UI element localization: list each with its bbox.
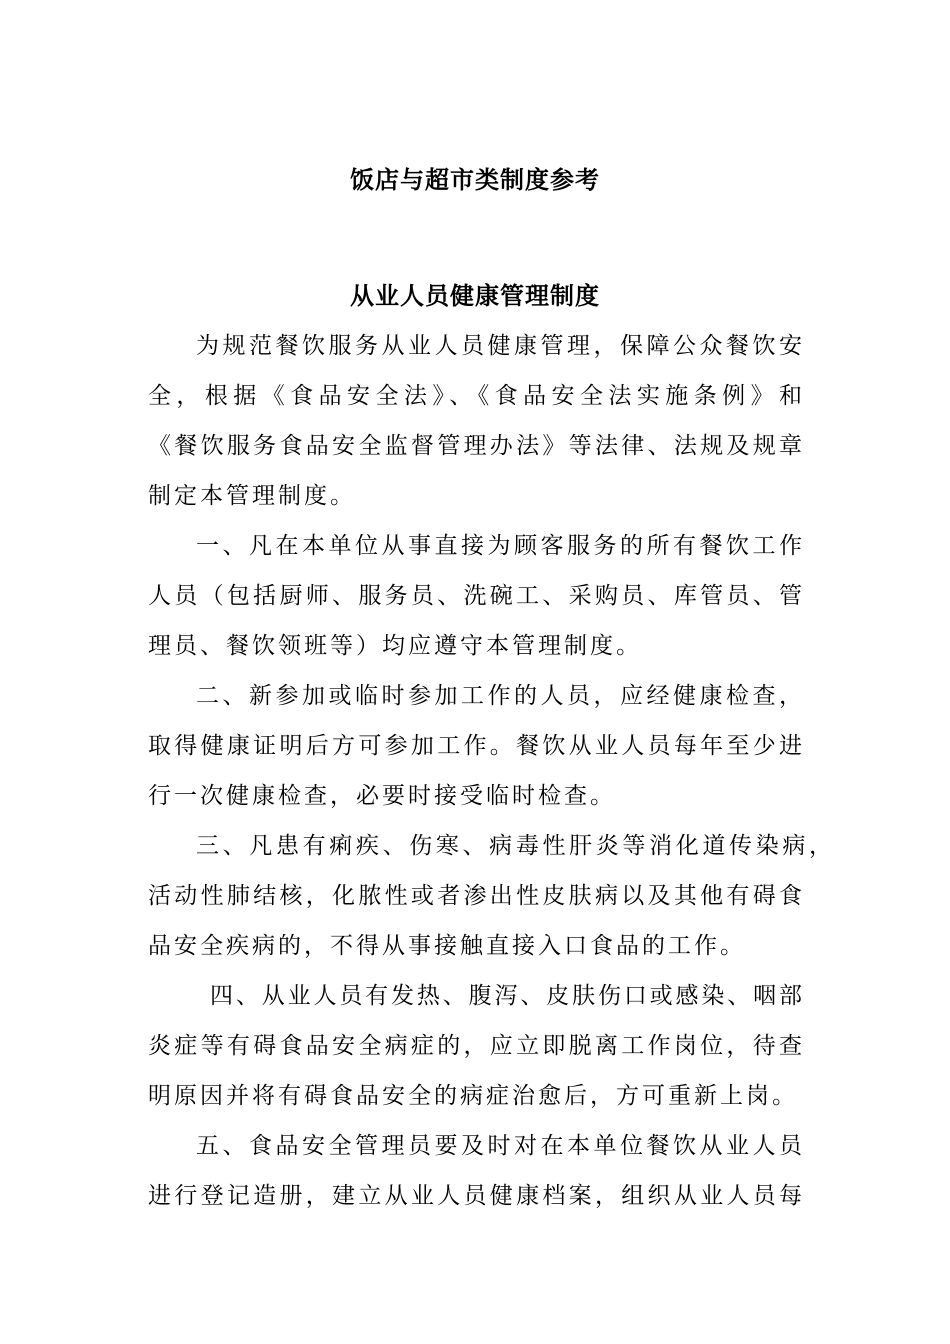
paragraph-5-line-3: 明原因并将有碍食品安全的病症治愈后，方可重新上岗。 bbox=[148, 1083, 798, 1109]
paragraph-1-line-4: 制定本管理制度。 bbox=[148, 483, 356, 509]
paragraph-5-line-2: 炎症等有碍食品安全病症的，应立即脱离工作岗位，待查 bbox=[148, 1033, 802, 1059]
paragraph-1-line-2: 全，根据《食品安全法》、《食品安全法实施条例》和 bbox=[148, 383, 802, 409]
section-title: 从业人员健康管理制度 bbox=[350, 281, 600, 310]
document-title: 饭店与超市类制度参考 bbox=[350, 165, 600, 194]
paragraph-3-line-2: 取得健康证明后方可参加工作。餐饮从业人员每年至少进 bbox=[148, 733, 802, 759]
paragraph-1-line-3: 《餐饮服务食品安全监督管理办法》等法律、法规及规章 bbox=[148, 433, 802, 459]
paragraph-3-line-3: 行一次健康检查，必要时接受临时检查。 bbox=[148, 783, 616, 809]
paragraph-4-line-2: 活动性肺结核，化脓性或者渗出性皮肤病以及其他有碍食 bbox=[148, 883, 802, 909]
paragraph-3-line-1: 二、新参加或临时参加工作的人员，应经健康检查， bbox=[196, 683, 802, 709]
paragraph-5-line-1: 四、从业人员有发热、腹泻、皮肤伤口或感染、咽部 bbox=[210, 983, 802, 1009]
paragraph-6-line-1: 五、食品安全管理员要及时对在本单位餐饮从业人员 bbox=[196, 1133, 802, 1159]
paragraph-4-line-1: 三、凡患有痢疾、伤寒、病毒性肝炎等消化道传染病， bbox=[196, 833, 832, 859]
paragraph-6-line-2: 进行登记造册，建立从业人员健康档案，组织从业人员每 bbox=[148, 1183, 802, 1209]
paragraph-2-line-1: 一、凡在本单位从事直接为顾客服务的所有餐饮工作 bbox=[196, 533, 802, 559]
paragraph-2-line-3: 理员、餐饮领班等）均应遵守本管理制度。 bbox=[148, 633, 642, 659]
paragraph-1-line-1: 为规范餐饮服务从业人员健康管理，保障公众餐饮安 bbox=[196, 333, 802, 359]
paragraph-4-line-3: 品安全疾病的，不得从事接触直接入口食品的工作。 bbox=[148, 933, 746, 959]
paragraph-2-line-2: 人员（包括厨师、服务员、洗碗工、采购员、库管员、管 bbox=[148, 583, 802, 609]
